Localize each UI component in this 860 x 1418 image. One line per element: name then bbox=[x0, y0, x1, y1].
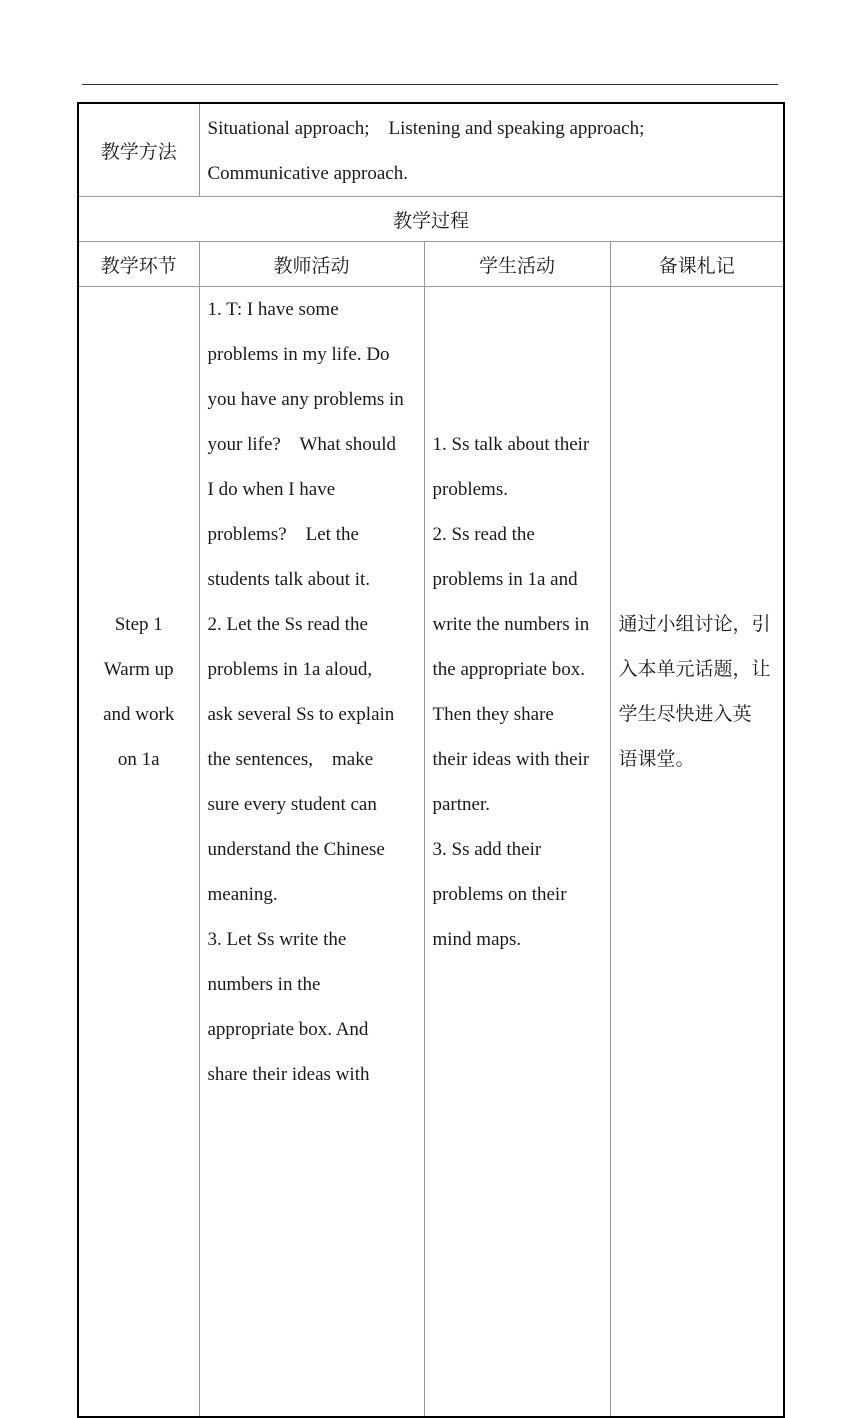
teaching-methods-line-1: Situational approach; Listening and speaking approach; bbox=[207, 118, 645, 139]
teacher-line: 1. T: I have some bbox=[207, 299, 339, 320]
column-header-row bbox=[78, 242, 784, 287]
student-line: write the numbers in bbox=[432, 614, 590, 635]
teacher-line: understand the Chinese bbox=[207, 839, 385, 860]
student-line: 1. Ss talk about their bbox=[432, 434, 590, 455]
teacher-line: problems in 1a aloud, bbox=[207, 659, 373, 680]
teacher-line: 3. Let Ss write the bbox=[207, 929, 347, 950]
stage-line: on 1a bbox=[117, 749, 160, 770]
column-header-stage: 教学环节 bbox=[78, 242, 199, 287]
teacher-line: problems in my life. Do bbox=[207, 344, 390, 365]
stage-line: Warm up bbox=[103, 659, 174, 680]
student-line: mind maps. bbox=[432, 929, 522, 950]
student-line: partner. bbox=[432, 794, 491, 815]
step-1-student-activity bbox=[424, 287, 610, 1418]
teacher-line: meaning. bbox=[207, 884, 278, 905]
stage-line: Step 1 bbox=[114, 614, 163, 635]
teaching-methods-row bbox=[78, 103, 784, 197]
student-line: the appropriate box. bbox=[432, 659, 585, 680]
student-line: 2. Ss read the bbox=[432, 524, 535, 545]
stage-line: and work bbox=[103, 704, 175, 725]
column-header-student: 学生活动 bbox=[424, 242, 610, 287]
student-line: Then they share bbox=[432, 704, 554, 725]
teacher-line: 2. Let the Ss read the bbox=[207, 614, 368, 635]
student-line: problems. bbox=[432, 479, 508, 500]
teacher-line: appropriate box. And bbox=[207, 1019, 369, 1040]
teacher-line: students talk about it. bbox=[207, 569, 371, 590]
column-header-teacher: 教师活动 bbox=[199, 242, 424, 287]
teacher-line: problems? Let the bbox=[207, 524, 359, 545]
notes-line: 通过小组讨论，引 bbox=[618, 613, 771, 635]
teaching-methods-line-2: Communicative approach. bbox=[207, 163, 408, 184]
student-line: 3. Ss add their bbox=[432, 839, 542, 860]
notes-line: 语课堂。 bbox=[618, 748, 695, 770]
student-line: problems on their bbox=[432, 884, 567, 905]
step-1-teacher-activity bbox=[199, 287, 424, 1418]
teaching-methods-value bbox=[199, 103, 784, 197]
teaching-process-title: 教学过程 bbox=[78, 197, 784, 242]
lesson-plan-table bbox=[77, 102, 785, 1418]
notes-line: 入本单元话题，让 bbox=[618, 658, 771, 680]
student-line: problems in 1a and bbox=[432, 569, 578, 590]
column-header-notes: 备课札记 bbox=[610, 242, 784, 287]
teacher-line: numbers in the bbox=[207, 974, 321, 995]
teacher-line: sure every student can bbox=[207, 794, 377, 815]
student-line: their ideas with their bbox=[432, 749, 590, 770]
teacher-line: the sentences, make bbox=[207, 749, 374, 770]
step-1-stage bbox=[78, 287, 199, 1418]
step-1-row bbox=[78, 287, 784, 1418]
teacher-line: share their ideas with bbox=[207, 1064, 370, 1085]
teacher-line: I do when I have bbox=[207, 479, 336, 500]
teacher-line: your life? What should bbox=[207, 434, 397, 455]
notes-line: 学生尽快进入英 bbox=[618, 703, 752, 725]
teacher-line: you have any problems in bbox=[207, 389, 404, 410]
teaching-methods-label: 教学方法 bbox=[78, 103, 199, 197]
teaching-process-row bbox=[78, 197, 784, 242]
teacher-line: ask several Ss to explain bbox=[207, 704, 395, 725]
step-1-lesson-notes bbox=[610, 287, 784, 1418]
header-rule bbox=[82, 84, 778, 85]
